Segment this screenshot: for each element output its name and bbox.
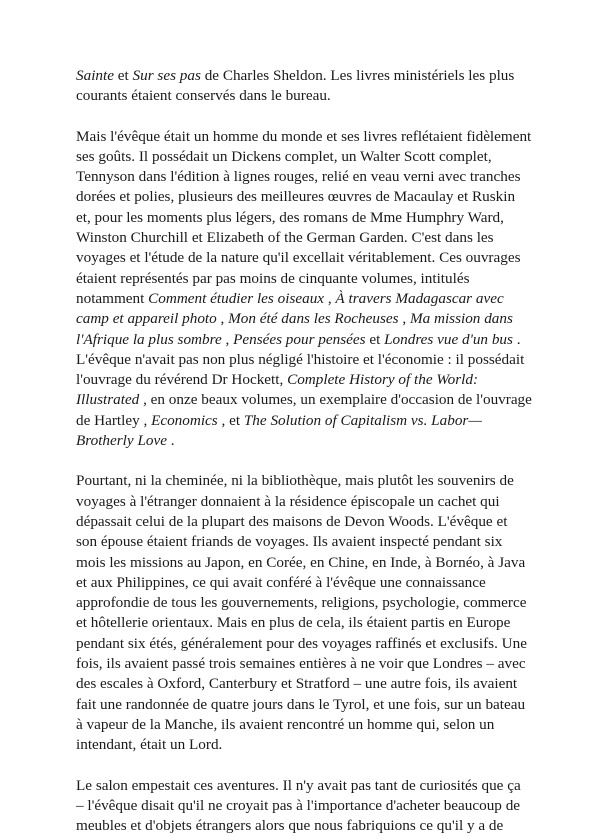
italic-title-text: Economics bbox=[151, 412, 218, 429]
italic-title-text: Londres vue d'un bus bbox=[384, 331, 513, 348]
paragraph-text: et bbox=[114, 67, 133, 84]
italic-title-text: Sainte bbox=[76, 67, 114, 84]
paragraph-text: , bbox=[324, 290, 335, 307]
italic-title-text: Mon été dans les Rocheuses bbox=[228, 310, 398, 327]
paragraph-text: Pourtant, ni la cheminée, ni la bibliothèque, mais plutôt les souvenirs de voyages à l'étranger donnaient à la résidence épiscopale un cachet qui dépassait celui de la plupart des maisons de Devon Woods. L'évêque et son épouse étaient friands de voyages. Ils avaient inspecté pendant six mois les missions au Japon, en Corée, en Chine, en Inde, à Bornéo, à Java et aux Philippines, ce qui avait conféré à l'évêque une connaissance approfondie de tous les gouvernements, religions, psychologie, commerce et hôtellerie orientaux. Mais en plus de cela, ils étaient partis en Europe pendant six étés, généralement pour des voyages raffinés et exclusifs. Une fois, ils avaient passé trois semaines entières à ne voir que Londres – avec des escales à Oxford, Canterbury et Stratford – une autre fois, ils avaient fait une randonnée de quatre jours dans le Tyrol, et une fois, sur un bateau à vapeur de la Manche, ils avaient rencontré un homme qui, selon un intendant, était un Lord. bbox=[76, 472, 527, 753]
paragraph-text: Mais l'évêque était un homme du monde et ses livres reflétaient fidèlement ses goûts. Il possédait un Dickens complet, un Walter Scott complet, Tennyson dans l'édition à lignes rouges, relié en veau verni avec tranches dorées et polies, plusieurs des meilleures œuvres de Macaulay et Ruskin et, pour les moments plus légers, des romans de Mme Humphry Ward, Winston Churchill et Elizabeth of the German Garden. C'est dans les voyages et l'étude de la nature qu'il excellait véritablement. Ces ouvrages étaient représentés par pas moins de cinquante volumes, intitulés notamment bbox=[76, 128, 531, 307]
italic-title-text: Sur ses pas bbox=[133, 67, 201, 84]
italic-title-text: Complete History of the World: Illustrated bbox=[76, 371, 478, 408]
paragraph-text: , en onze beaux volumes, un exemplaire d'occasion de l'ouvrage de Hartley , bbox=[76, 391, 532, 428]
paragraph bbox=[76, 776, 532, 836]
paragraph bbox=[76, 66, 532, 107]
italic-title-text: Ma mission dans l'Afrique la plus sombre bbox=[76, 310, 513, 347]
italic-title-text: The Solution of Capitalism vs. Labor—Brotherly Love bbox=[76, 412, 482, 449]
paragraph-text: Le salon empestait ces aventures. Il n'y avait pas tant de curiosités que ça – l'évêque disait qu'il ne croyait pas à l'importance d'acheter beaucoup de meubles et d'objets étrangers alors que nous fabriquions ce qu'il y a de bbox=[76, 777, 521, 835]
paragraph-text: , bbox=[217, 310, 228, 327]
paragraph-text: , et bbox=[218, 412, 244, 429]
paragraph-text: . L'évêque n'avait pas non plus négligé l'histoire et l'économie : il possédait l'ouvrage du révérend Dr Hockett, bbox=[76, 331, 524, 389]
paragraph bbox=[76, 471, 532, 755]
italic-title-text: À travers Madagascar avec camp et appareil photo bbox=[76, 290, 504, 327]
italic-title-text: Comment étudier les oiseaux bbox=[148, 290, 324, 307]
paragraph-text: , bbox=[399, 310, 410, 327]
paragraph-text: et bbox=[366, 331, 385, 348]
paragraph bbox=[76, 127, 532, 452]
paragraph-text: de Charles Sheldon. Les livres ministériels les plus courants étaient conservés dans le bureau. bbox=[76, 67, 514, 104]
italic-title-text: Pensées pour pensées bbox=[233, 331, 365, 348]
paragraph-text: . bbox=[167, 432, 175, 449]
document-page bbox=[76, 66, 532, 836]
paragraph-text: , bbox=[222, 331, 233, 348]
